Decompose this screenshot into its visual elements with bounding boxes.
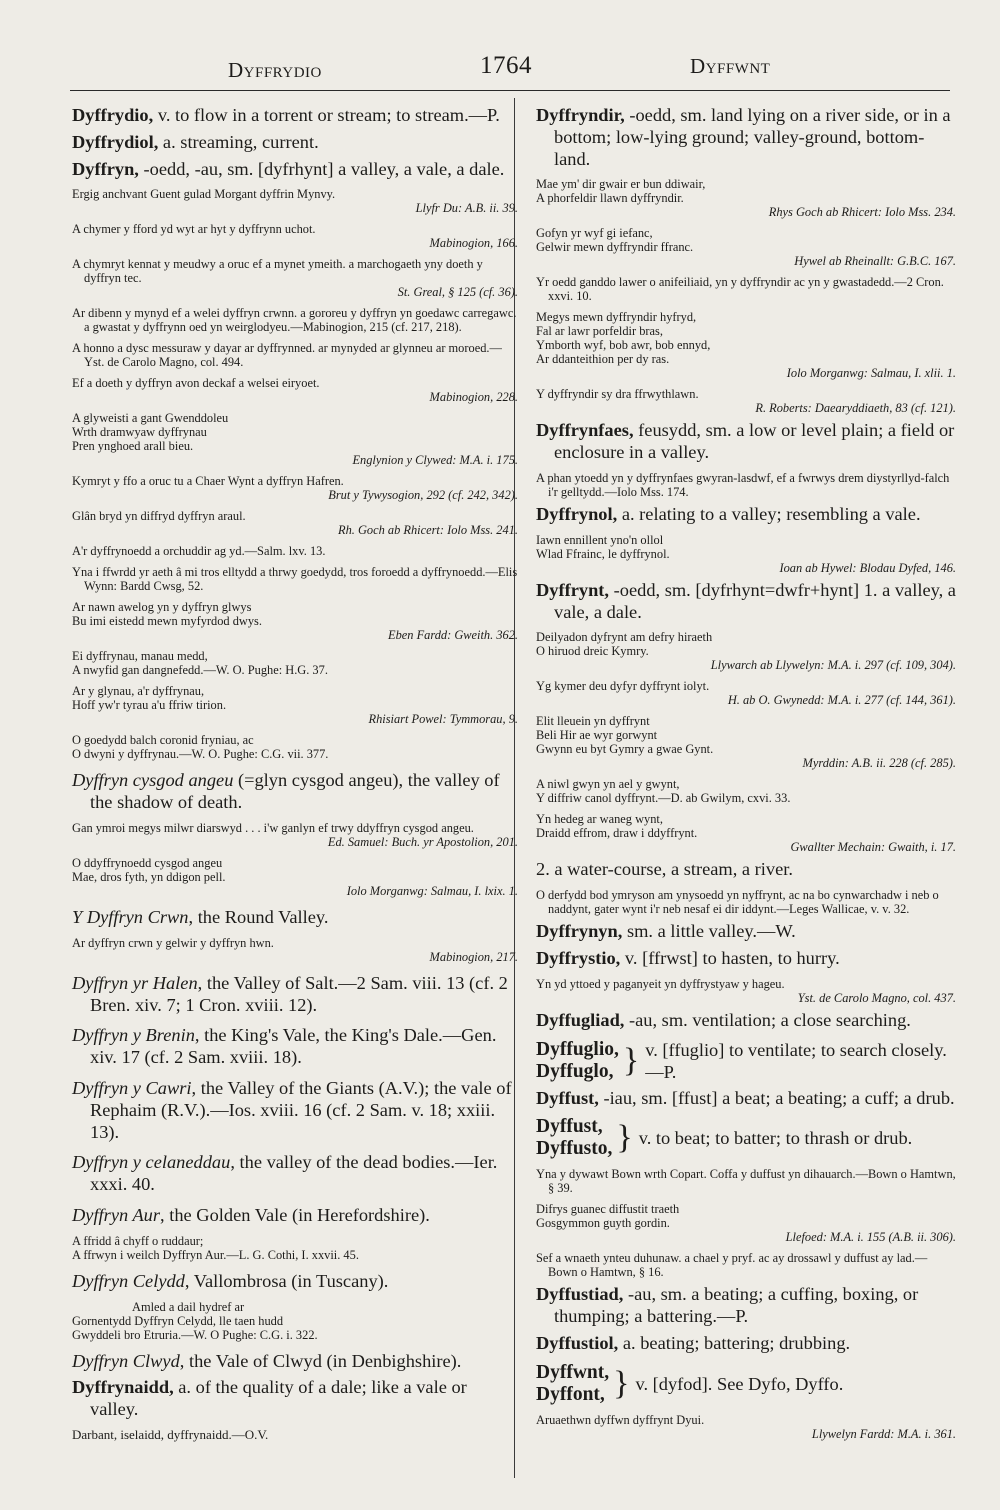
citation: Ar dyffryn crwn y gelwir y dyffryn hwn. bbox=[72, 935, 274, 950]
verse-line: A ffridd â chyff o ruddaur; bbox=[72, 1233, 204, 1248]
definition: a. streaming, current. bbox=[158, 131, 319, 152]
verse-line: Megys mewn dyffryndir hyfryd, bbox=[536, 310, 697, 325]
citation-source: Rh. Goch ab Rhicert: Iolo Mss. 241. bbox=[338, 523, 518, 538]
definition: v. [ffuglio] to ventilate; to search closely.—P. bbox=[645, 1039, 947, 1082]
definition: (=glyn cysgod angeu), the valley of the shadow of death. bbox=[90, 770, 500, 813]
entry bbox=[536, 580, 956, 624]
right-column bbox=[536, 100, 956, 1441]
definition: , the valley of the dead bodies.—Ier. xxxi. 40. bbox=[90, 1152, 498, 1195]
verse-line: Gelwir mewn dyffryndir ffranc. bbox=[536, 240, 694, 255]
entry bbox=[72, 105, 518, 127]
verse-citation bbox=[72, 1300, 518, 1342]
headword: Dyffrynfaes, bbox=[536, 420, 634, 441]
citation-source: Rhys Goch ab Rhicert: Iolo Mss. 234. bbox=[768, 205, 956, 220]
entry bbox=[536, 1333, 956, 1355]
citation-source: Llefoed: M.A. i. 155 (A.B. ii. 306). bbox=[785, 1230, 956, 1245]
verse-line: Gosgymmon guyth gordin. bbox=[536, 1216, 670, 1231]
verse-line: Gwyddeli bro Etruria.—W. O Pughe: C.G. i. 322. bbox=[72, 1327, 318, 1342]
paired-entry bbox=[536, 1039, 956, 1083]
citation-source: Ed. Samuel: Buch. yr Apostolion, 201. bbox=[327, 834, 518, 849]
citation-source: Llyfr Du: A.B. ii. 39. bbox=[415, 201, 518, 216]
header-left-guide-word: Dyffrydio bbox=[228, 58, 322, 82]
brace-glyph: } bbox=[622, 1041, 640, 1079]
phrase-headword: Dyffryn y celaneddau bbox=[72, 1152, 231, 1173]
brace-glyph: } bbox=[616, 1119, 633, 1157]
verse-line: Mae, dros fyth, yn ddigon pell. bbox=[72, 869, 226, 884]
verse-line: Wlad Ffrainc, le dyffrynol. bbox=[536, 546, 670, 561]
phrase-headword: Dyffryn Celydd bbox=[72, 1270, 185, 1291]
sub-entry bbox=[72, 1025, 518, 1069]
definition: 2. a water-course, a stream, a river. bbox=[536, 859, 793, 880]
headword: Dyffustiad, bbox=[536, 1284, 624, 1305]
entry bbox=[72, 159, 518, 181]
definition: a. of the quality of a dale; like a vale or valley. bbox=[90, 1377, 467, 1420]
sub-entry bbox=[72, 1205, 518, 1227]
headword: Dyffont, bbox=[536, 1383, 605, 1405]
citation-source: Llywelyn Fardd: M.A. i. 361. bbox=[811, 1426, 956, 1441]
headword: Dyffrynyn, bbox=[536, 921, 623, 942]
verse-line: Draidd effrom, draw i ddyffrynt. bbox=[536, 826, 698, 841]
definition: , the Valley of the Giants (A.V.); the vale of Rephaim (R.V.).—Ios. xviii. 16 (cf. 2 Sam. v. 18; xxiii. 13). bbox=[90, 1077, 512, 1142]
citation-source: R. Roberts: Daearyddiaeth, 83 (cf. 121). bbox=[755, 401, 956, 416]
entry bbox=[536, 105, 956, 170]
citation: Yna y dywawt Bown wrth Copart. Coffa y duffust yn dihauarch.—Bown o Hamtwn, § 39. bbox=[536, 1167, 956, 1196]
page-number: 1764 bbox=[480, 52, 532, 79]
citation-source: Gwallter Mechain: Gwaith, i. 17. bbox=[790, 840, 956, 855]
entry bbox=[536, 1284, 956, 1328]
citation: Yn yd yttoed y paganyeit yn dyffrystyaw y hageu. bbox=[536, 976, 785, 991]
sub-entry bbox=[72, 770, 518, 814]
citation: Yna i ffwrdd yr aeth â mi tros elltydd a thrwy goedydd, tros foroedd a dyffrynoedd.—Elis Wynn: Bardd Cwsg, 52. bbox=[72, 565, 518, 594]
citation-source: Hywel ab Rheinallt: G.B.C. 167. bbox=[794, 254, 956, 269]
verse-line: Y diffriw canol dyffrynt.—D. ab Gwilym, cxvi. 33. bbox=[536, 791, 791, 806]
sub-entry bbox=[72, 907, 518, 929]
citation-source: Iolo Morganwg: Salmau, I. xlii. 1. bbox=[786, 366, 956, 381]
header-right-guide-word: Dyffwnt bbox=[690, 54, 771, 78]
headword: Dyffustiol, bbox=[536, 1332, 619, 1353]
verse-line: O goedydd balch coronid fryniau, ac bbox=[72, 733, 254, 748]
citation-source: Ioan ab Hywel: Blodau Dyfed, 146. bbox=[779, 560, 956, 575]
headword: Dyffusto, bbox=[536, 1138, 613, 1160]
verse-line: Pren ynghoed arall bieu. bbox=[72, 439, 194, 454]
sense bbox=[536, 859, 956, 881]
verse-line: Ei dyffrynau, manau medd, bbox=[72, 649, 208, 664]
headword: Dyffrydio, bbox=[72, 105, 154, 125]
verse-line: Iawn ennillent yno'n ollol bbox=[536, 532, 664, 547]
header-rule bbox=[70, 90, 950, 91]
headword: Dyffust, bbox=[536, 1116, 603, 1138]
paired-entry bbox=[536, 1116, 956, 1160]
headword: Dyffrynt, bbox=[536, 579, 610, 600]
phrase-headword: Dyffryn y Brenin bbox=[72, 1025, 195, 1046]
citation: A phan ytoedd yn y dyffrynfaes gwyran-lasdwf, ef a fwrwys drem diystyrllyd-falch i'r gelltydd.—Iolo Mss. 174. bbox=[536, 470, 950, 499]
sub-entry bbox=[72, 1351, 518, 1373]
citation: Glân bryd yn diffryd dyffryn araul. bbox=[72, 509, 246, 524]
citation-source: Yst. de Carolo Magno, col. 437. bbox=[797, 990, 956, 1005]
headword: Dyffrystio, bbox=[536, 947, 621, 968]
citation-source: Mabinogion, 217. bbox=[429, 949, 518, 964]
verse-line: A niwl gwyn yn ael y gwynt, bbox=[536, 777, 680, 792]
citation-source: Eben Fardd: Gweith. 362. bbox=[388, 628, 518, 643]
sub-entry bbox=[72, 1271, 518, 1293]
definition: a. beating; battering; drubbing. bbox=[618, 1332, 851, 1353]
headword: Dyffrydiol, bbox=[72, 131, 159, 152]
paired-entry bbox=[536, 1362, 956, 1406]
verse-citation bbox=[536, 177, 956, 205]
citation-source: H. ab O. Gwynedd: M.A. i. 277 (cf. 144, 361). bbox=[727, 693, 956, 708]
verse-line: Gornentydd Dyffryn Celydd, lle taen hudd bbox=[72, 1313, 284, 1328]
citation-source: Mabinogion, 228. bbox=[429, 390, 518, 405]
verse-citation bbox=[72, 600, 518, 628]
verse-line: O hiruod dreic Kymry. bbox=[536, 644, 649, 659]
verse-line: Yn hedeg ar waneg wynt, bbox=[536, 812, 663, 827]
verse-citation bbox=[536, 1202, 956, 1230]
verse-citation bbox=[536, 310, 956, 366]
headword-pair bbox=[536, 1039, 619, 1083]
verse-citation bbox=[72, 649, 518, 677]
verse-line: Fal ar lawr porfeldir bras, bbox=[536, 324, 663, 339]
definition: , the Golden Vale (in Herefordshire). bbox=[160, 1204, 430, 1225]
verse-citation bbox=[72, 684, 518, 712]
verse-line: Deilyadon dyfrynt am defry hiraeth bbox=[536, 630, 713, 645]
verse-citation bbox=[536, 226, 956, 254]
citation: Yr oedd ganddo lawer o anifeiliaid, yn y dyffryndir ac yn y gwastadedd.—2 Cron. xxvi. 10. bbox=[536, 275, 944, 304]
citation: A honno a dysc messuraw y dayar ar dyffrynned. ar mynyded ar glynneu ar moroed.—Yst. de Carolo Magno, col. 494. bbox=[72, 341, 502, 370]
verse-line: Bu imi eistedd mewn myfyrdod dwys. bbox=[72, 614, 262, 629]
entry bbox=[536, 948, 956, 970]
citation-source: Mabinogion, 166. bbox=[429, 236, 518, 251]
citation: A chymer y fford yd wyt ar hyt y dyffrynn uchot. bbox=[72, 222, 316, 237]
phrase-headword: Dyffryn Clwyd bbox=[72, 1350, 180, 1371]
verse-line: A phorfeldir llawn dyffryndir. bbox=[536, 191, 684, 206]
definition: , the Valley of Salt.—2 Sam. viii. 13 (cf. 2 Bren. xiv. 7; 1 Cron. xviii. 12). bbox=[90, 972, 508, 1015]
citation-source: Myrddin: A.B. ii. 228 (cf. 285). bbox=[802, 756, 956, 771]
citation-source: St. Greal, § 125 (cf. 36). bbox=[397, 285, 518, 300]
verse-line: O dwyni y dyffrynau.—W. O. Pughe: C.G. vii. 377. bbox=[72, 747, 329, 762]
verse-line: Elit lleuein yn dyffrynt bbox=[536, 714, 650, 729]
citation: A chymryt kennat y meudwy a oruc ef a mynet ymeith. a marchogaeth yny doeth y dyffryn tec. bbox=[72, 257, 483, 286]
sub-entry bbox=[72, 1078, 518, 1143]
verse-line: O ddyffrynoedd cysgod angeu bbox=[72, 855, 223, 870]
definition: -au, sm. ventilation; a close searching. bbox=[624, 1009, 911, 1030]
verse-citation bbox=[536, 812, 956, 840]
citation: Ar dibenn y mynyd ef a welei dyffryn crwnn. a gororeu y dyffryn yn goedawc carregawc. a gwastat y dyffrynn oed yn weirglodyeu.—Mabinogion, 215 (cf. 217, 218). bbox=[72, 306, 517, 335]
phrase-headword: Dyffryn cysgod angeu bbox=[72, 770, 234, 791]
citation: A'r dyffrynoedd a orchuddir ag yd.—Salm. lxv. 13. bbox=[72, 544, 326, 559]
brace-glyph: } bbox=[613, 1364, 630, 1402]
definition: , the Vale of Clwyd (in Denbighshire). bbox=[179, 1350, 462, 1371]
citation: Ergig anchvant Guent gulad Morgant dyffrin Mynvy. bbox=[72, 187, 336, 202]
verse-line: Amled a dail hydref ar bbox=[132, 1299, 245, 1314]
verse-line: Gofyn yr wyf gi iefanc, bbox=[536, 226, 653, 241]
citation: Kymryt y ffo a oruc tu a Chaer Wynt a dyffryn Hafren. bbox=[72, 474, 344, 489]
entry bbox=[536, 420, 956, 464]
entry bbox=[536, 504, 956, 526]
definition: feusydd, sm. a low or level plain; a field or enclosure in a valley. bbox=[554, 420, 955, 463]
definition: -au, sm. a beating; a cuffing, boxing, or thumping; a battering.—P. bbox=[554, 1284, 919, 1327]
sub-entry bbox=[72, 1152, 518, 1196]
entry bbox=[72, 132, 518, 154]
definition: , the King's Vale, the King's Dale.—Gen. xiv. 17 (cf. 2 Sam. xviii. 18). bbox=[90, 1025, 497, 1068]
entry bbox=[536, 1010, 956, 1032]
headword: Dyffrynaidd, bbox=[72, 1377, 174, 1398]
citation: Ef a doeth y dyffryn avon deckaf a welsei eiryoet. bbox=[72, 376, 320, 391]
definition: , Vallombrosa (in Tuscany). bbox=[184, 1270, 389, 1291]
verse-citation bbox=[536, 714, 956, 756]
verse-citation bbox=[72, 733, 518, 761]
definition: -oedd, -au, sm. [dyfrhynt] a valley, a vale, a dale. bbox=[138, 158, 505, 179]
definition: -iau, sm. [ffust] a beat; a beating; a cuff; a drub. bbox=[598, 1087, 955, 1108]
headword: Dyffrynol, bbox=[536, 503, 618, 524]
phrase-headword: Dyffryn y Cawri bbox=[72, 1077, 192, 1098]
verse-line: Mae ym' dir gwair er bun ddiwair, bbox=[536, 177, 706, 192]
verse-citation bbox=[72, 856, 518, 884]
verse-citation bbox=[536, 630, 956, 658]
citation-source: Rhisiart Powel: Tymmorau, 9. bbox=[368, 712, 518, 727]
verse-line: Ar nawn awelog yn y dyffryn glwys bbox=[72, 600, 252, 615]
entry bbox=[536, 921, 956, 943]
entry bbox=[72, 1377, 518, 1421]
verse-line: Ymborth wyf, bob awr, bob ennyd, bbox=[536, 338, 711, 353]
verse-citation bbox=[536, 533, 956, 561]
citation-source: Brut y Tywysogion, 292 (cf. 242, 342). bbox=[328, 488, 518, 503]
citation-source: Englynion y Clywed: M.A. i. 175. bbox=[352, 453, 518, 468]
verse-line: A nwyfid gan dangnefedd.—W. O. Pughe: H.G. 37. bbox=[72, 663, 328, 678]
verse-citation bbox=[72, 411, 518, 453]
verse-line: A glyweisti a gant Gwenddoleu bbox=[72, 411, 229, 426]
phrase-headword: Dyffryn yr Halen bbox=[72, 972, 198, 993]
headword: Dyffwnt, bbox=[536, 1361, 610, 1383]
definition: v. to beat; to batter; to thrash or drub. bbox=[638, 1128, 913, 1149]
definition: v. to flow in a torrent or stream; to stream.—P. bbox=[153, 105, 500, 125]
definition: , the Round Valley. bbox=[188, 906, 329, 927]
headword: Dyffuglio, bbox=[536, 1038, 619, 1060]
citation: Sef a wnaeth ynteu duhunaw. a chael y pryf. ac ay drossawl y duffust ay lad.—Bown o Hamtwn, § 16. bbox=[536, 1251, 928, 1280]
verse-line: Ar y glynau, a'r dyffrynau, bbox=[72, 684, 205, 699]
entry bbox=[536, 1088, 956, 1110]
headword: Dyffuglo, bbox=[536, 1060, 614, 1082]
verse-line: Difrys guanec diffustit traeth bbox=[536, 1202, 680, 1217]
headword: Dyffryn, bbox=[72, 158, 139, 179]
verse-line: Beli Hir ae wyr gorwynt bbox=[536, 728, 658, 743]
citation: Aruaethwn dyffwn dyffrynt Dyui. bbox=[536, 1412, 705, 1427]
verse-line: Gwynn eu byt Gymry a gwae Gynt. bbox=[536, 742, 714, 757]
definition: v. [ffrwst] to hasten, to hurry. bbox=[620, 947, 840, 968]
citation: Darbant, iselaidd, dyffrynaidd.—O.V. bbox=[72, 1426, 269, 1442]
headword: Dyffryndir, bbox=[536, 105, 625, 125]
definition: sm. a little valley.—W. bbox=[622, 921, 796, 942]
citation: O derfydd bod ymryson am ynysoedd yn nyffrynt, ac na bo cynwarchadw i neb o naddynt, gater wynt i'r neb nesaf ei dir iddynt.—Leges Wallicae, v. v. 32. bbox=[536, 888, 939, 917]
definition: -oedd, sm. [dyfrhynt=dwfr+hynt] 1. a valley, a vale, a dale. bbox=[554, 579, 956, 622]
verse-line: Hoff yw'r tyrau a'u ffriw tirion. bbox=[72, 698, 227, 713]
citation-source: Iolo Morganwg: Salmau, I. lxix. 1. bbox=[346, 883, 518, 898]
citation: Gan ymroi megys milwr diarswyd . . . i'w ganlyn ef trwy ddyffryn cysgod angeu. bbox=[72, 820, 474, 835]
headword: Dyffugliad, bbox=[536, 1009, 625, 1030]
headword: Dyffust, bbox=[536, 1087, 599, 1108]
definition: -oedd, sm. land lying on a river side, or in a bottom; low-lying ground; valley-ground, bottom-land. bbox=[554, 105, 951, 169]
definition: a. relating to a valley; resembling a vale. bbox=[617, 503, 921, 524]
running-header bbox=[0, 50, 1000, 86]
verse-citation bbox=[72, 1234, 518, 1262]
citation: Y dyffryndir sy dra ffrwythlawn. bbox=[536, 387, 699, 402]
verse-line: A ffrwyn i weilch Dyffryn Aur.—L. G. Cothi, I. xxvii. 45. bbox=[72, 1247, 359, 1262]
sub-entry bbox=[72, 973, 518, 1017]
verse-line: Wrth dramwyaw dyffrynau bbox=[72, 425, 207, 440]
verse-line: Ar ddanteithion per dy ras. bbox=[536, 352, 670, 367]
left-column bbox=[72, 100, 518, 1442]
headword-pair bbox=[536, 1116, 612, 1160]
definition: v. [dyfod]. See Dyfo, Dyffo. bbox=[635, 1373, 844, 1394]
phrase-headword: Y Dyffryn Crwn bbox=[72, 906, 189, 927]
verse-citation bbox=[536, 777, 956, 805]
headword-pair bbox=[536, 1362, 609, 1406]
citation: Yg kymer deu dyfyr dyffrynt iolyt. bbox=[536, 679, 710, 694]
citation-source: Llywarch ab Llywelyn: M.A. i. 297 (cf. 109, 304). bbox=[710, 658, 956, 673]
phrase-headword: Dyffryn Aur bbox=[72, 1204, 161, 1225]
